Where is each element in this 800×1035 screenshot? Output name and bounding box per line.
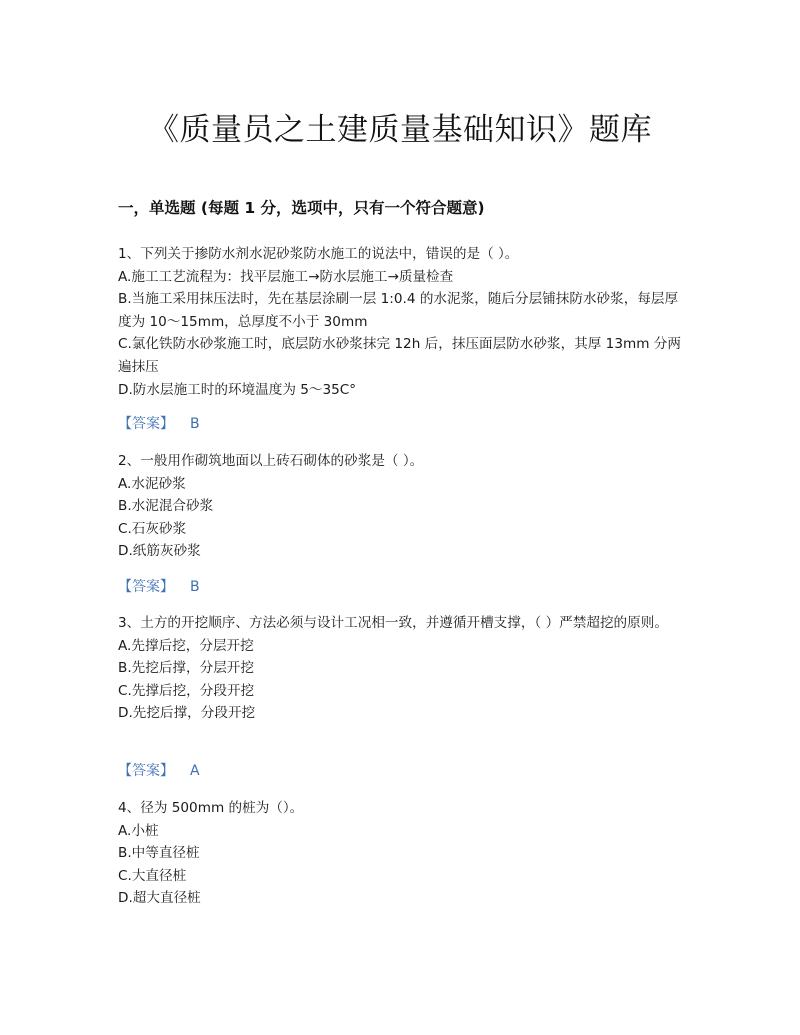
option-d: D.先挖后撑，分段开挖 bbox=[118, 705, 256, 722]
option-a: A.小桩 bbox=[118, 822, 159, 839]
question-4 bbox=[118, 797, 690, 910]
option-b: B.水泥混合砂浆 bbox=[118, 498, 214, 515]
option-d: D.防水层施工时的环境温度为 5～35C° bbox=[118, 381, 357, 398]
question-stem: 4、径为 500mm 的桩为（）。 bbox=[118, 800, 304, 816]
question-3 bbox=[118, 612, 690, 725]
question-1 bbox=[118, 243, 690, 401]
section-heading: 一，单选题 (每题 1 分，选项中，只有一个符合题意) bbox=[118, 199, 485, 217]
answer-label: 【答案】 bbox=[118, 579, 174, 595]
option-c: C.先撑后挖，分段开挖 bbox=[118, 682, 255, 699]
answer-value: B bbox=[190, 416, 200, 432]
option-a: A.先撑后挖，分层开挖 bbox=[118, 637, 254, 654]
option-b: B.先挖后撑，分层开挖 bbox=[118, 660, 254, 677]
answer-label: 【答案】 bbox=[118, 416, 174, 432]
option-c: C.石灰砂浆 bbox=[118, 520, 187, 537]
answer-value: B bbox=[190, 579, 200, 595]
answer-2 bbox=[118, 576, 200, 598]
option-d: D.纸筋灰砂浆 bbox=[118, 543, 201, 560]
question-stem: 2、一般用作砌筑地面以上砖石砌体的砂浆是（ ）。 bbox=[118, 453, 424, 469]
option-a: A.施工工艺流程为：找平层施工→防水层施工→质量检查 bbox=[118, 268, 454, 285]
answer-value: A bbox=[190, 763, 200, 779]
option-b: B.中等直径桩 bbox=[118, 845, 200, 862]
question-stem: 3、土方的开挖顺序、方法必须与设计工况相一致，并遵循开槽支撑，（ ）严禁超挖的原则。 bbox=[118, 615, 668, 631]
option-a: A.水泥砂浆 bbox=[118, 475, 186, 492]
option-c: C.大直径桩 bbox=[118, 867, 187, 884]
option-c: C.氯化铁防水砂浆施工时，底层防水砂浆抹完 12h 后，抹压面层防水砂浆，其厚 13mm 分两遍抹压 bbox=[118, 336, 681, 375]
option-d: D.超大直径桩 bbox=[118, 890, 201, 907]
option-b: B.当施工采用抹压法时，先在基层涂刷一层 1:0.4 的水泥浆，随后分层铺抹防水砂浆，每层厚度为 10～15mm，总厚度不小于 30mm bbox=[118, 291, 679, 330]
answer-label: 【答案】 bbox=[118, 763, 174, 779]
document-title: 《质量员之土建质量基础知识》题库 bbox=[148, 112, 652, 148]
question-stem: 1、下列关于掺防水剂水泥砂浆防水施工的说法中，错误的是（ ）。 bbox=[118, 246, 519, 262]
question-2 bbox=[118, 450, 690, 563]
answer-3 bbox=[118, 760, 200, 782]
answer-1 bbox=[118, 413, 200, 435]
